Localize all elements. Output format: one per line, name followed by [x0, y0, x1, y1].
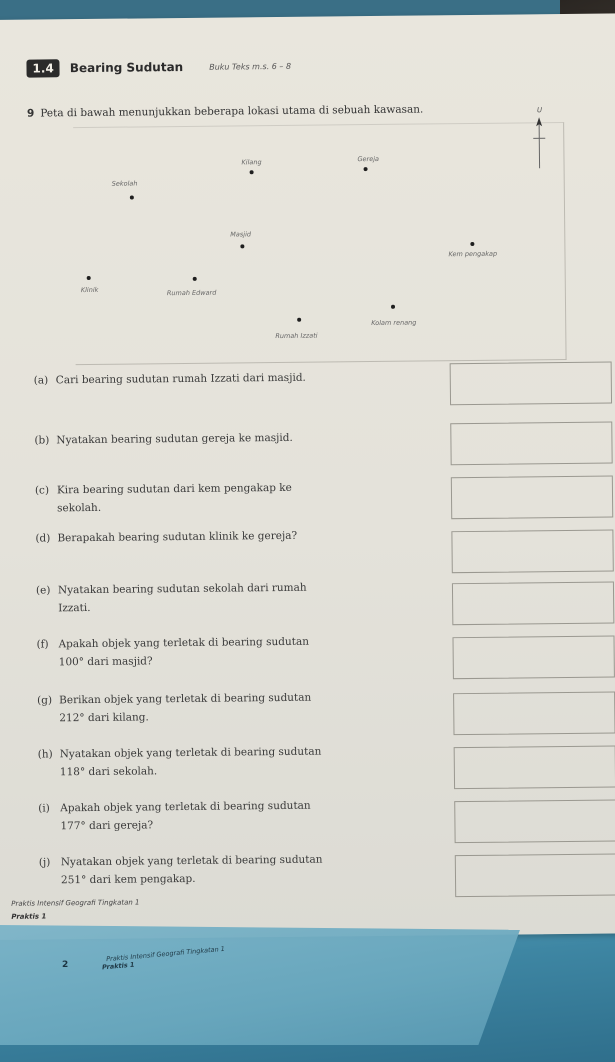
question-part-h	[38, 743, 322, 782]
question-part-b	[34, 429, 293, 450]
part-label: (d)	[35, 532, 51, 545]
part-text-continued: 100° dari masjid?	[58, 655, 153, 669]
map-point-sekolah	[130, 196, 134, 200]
map-point-rumah-edward	[193, 277, 197, 281]
north-arrow-icon	[529, 102, 550, 172]
question-part-f	[36, 633, 309, 672]
map-label-kolam-renang: Kolam renang	[371, 318, 417, 328]
part-text: Berikan objek yang terletak di bearing sudutan	[59, 691, 312, 707]
question-part-d	[35, 527, 297, 548]
location-map	[73, 122, 566, 365]
answer-box-j[interactable]	[455, 853, 615, 897]
part-text-continued: sekolah.	[57, 501, 102, 515]
map-point-kilang	[250, 170, 254, 174]
part-text: Apakah objek yang terletak di bearing sudutan	[60, 799, 311, 815]
part-label: (c)	[34, 484, 50, 497]
question-part-e	[36, 579, 307, 618]
textbook-reference: Buku Teks m.s. 6 – 8	[209, 61, 292, 72]
question-part-j	[39, 851, 323, 890]
section-title: Bearing Sudutan	[69, 59, 184, 76]
part-label: (f)	[36, 638, 49, 651]
question-part-i	[38, 797, 311, 836]
map-point-rumah-izzati	[297, 318, 301, 322]
part-text-continued: 118° dari sekolah.	[59, 765, 158, 779]
map-label-klinik: Klinik	[80, 285, 99, 295]
part-label: (e)	[35, 584, 51, 597]
part-text-continued: Izzati.	[58, 601, 91, 615]
section-header	[26, 57, 291, 78]
part-text-continued: 177° dari gereja?	[60, 819, 154, 833]
answer-box-b[interactable]	[450, 422, 612, 466]
map-point-kolam-renang	[391, 305, 395, 309]
answer-box-c[interactable]	[451, 476, 613, 520]
answer-box-h[interactable]	[454, 745, 615, 789]
part-text: Apakah objek yang terletak di bearing sudutan	[58, 635, 309, 651]
map-label-gereja: Gereja	[357, 154, 380, 164]
question-part-g	[37, 689, 312, 728]
part-label: (g)	[37, 694, 53, 707]
map-point-kem-pengakap	[470, 242, 474, 246]
part-text: Kira bearing sudutan dari kem pengakap ke	[56, 481, 292, 497]
question-intro	[27, 103, 423, 119]
answer-box-f[interactable]	[452, 635, 614, 679]
map-label-sekolah: Sekolah	[111, 179, 138, 188]
part-label: (h)	[37, 748, 53, 761]
flap-series: Praktis 1	[101, 960, 135, 972]
map-point-masjid	[240, 244, 244, 248]
footer-book-title: Praktis Intensif Geografi Tingkatan 1	[11, 898, 140, 908]
map-label-kem-pengakap: Kem pengakap	[448, 249, 498, 259]
map-label-masjid: Masjid	[230, 230, 252, 239]
part-text: Cari bearing sudutan rumah Izzati dari masjid.	[55, 371, 306, 387]
question-part-c	[35, 479, 292, 518]
map-point-gereja	[364, 167, 368, 171]
answer-box-g[interactable]	[453, 691, 615, 735]
north-label: U	[536, 106, 543, 115]
part-text: Berapakah bearing sudutan klinik ke gereja?	[57, 529, 298, 545]
part-text: Nyatakan objek yang terletak di bearing sudutan	[60, 853, 323, 869]
section-number-badge: 1.4	[26, 59, 59, 77]
part-label: (i)	[38, 802, 50, 815]
part-label: (b)	[34, 434, 50, 447]
part-label: (a)	[33, 374, 49, 387]
part-label: (j)	[38, 856, 51, 869]
page-number: 2	[62, 960, 69, 970]
question-part-a	[34, 369, 306, 390]
part-text: Nyatakan bearing sudutan gereja ke masjid.	[56, 431, 293, 447]
part-text: Nyatakan objek yang terletak di bearing sudutan	[59, 745, 322, 761]
answer-box-i[interactable]	[454, 799, 615, 843]
map-label-rumah-edward: Rumah Edward	[166, 288, 217, 298]
answer-box-e[interactable]	[452, 581, 614, 625]
map-point-klinik	[87, 276, 91, 280]
question-intro-text: Peta di bawah menunjukkan beberapa lokasi utama di sebuah kawasan.	[40, 103, 424, 120]
question-number: 9	[26, 107, 35, 120]
worksheet-page	[0, 13, 615, 940]
answer-box-d[interactable]	[451, 530, 613, 574]
map-label-kilang: Kilang	[241, 158, 262, 167]
part-text-continued: 212° dari kilang.	[59, 711, 149, 725]
map-label-rumah-izzati: Rumah Izzati	[275, 331, 318, 341]
answer-box-a[interactable]	[450, 362, 612, 406]
next-page-corner	[0, 925, 520, 1045]
flap-book-title: Praktis Intensif Geografi Tingkatan 1	[105, 944, 226, 964]
footer-series: Praktis 1	[11, 912, 47, 921]
part-text: Nyatakan bearing sudutan sekolah dari rumah	[57, 581, 307, 597]
part-text-continued: 251° dari kem pengakap.	[60, 872, 196, 887]
